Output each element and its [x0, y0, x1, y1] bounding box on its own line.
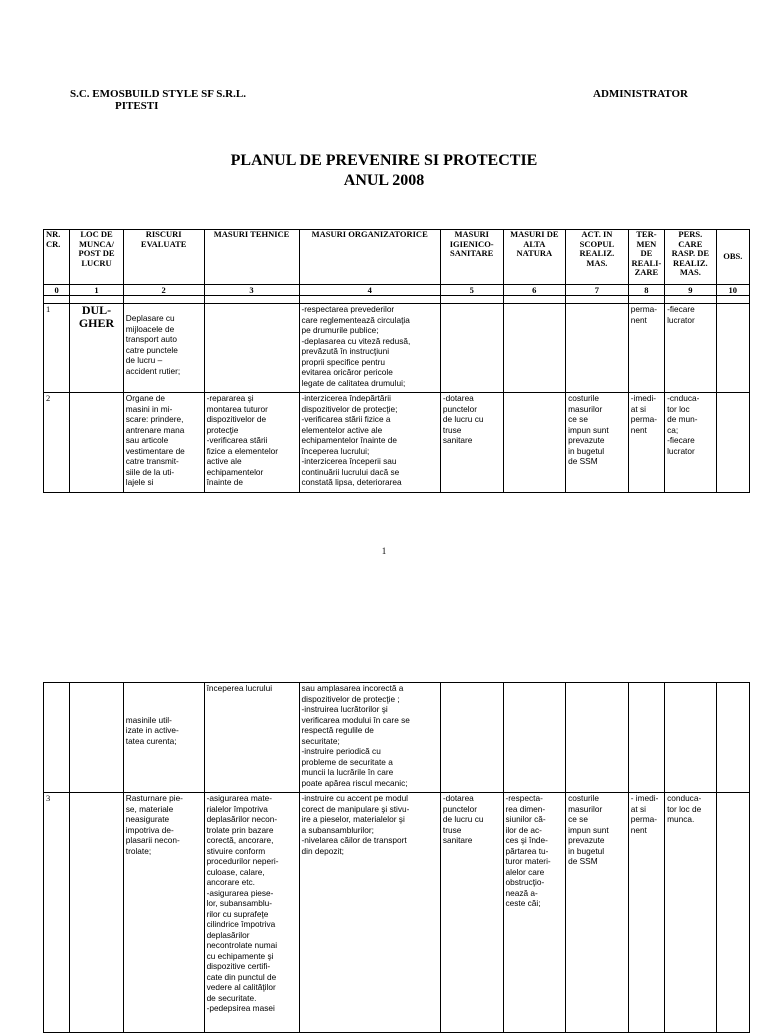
col-header-organizatorice: MASURI ORGANIZATORICE [299, 230, 440, 285]
table-row [44, 393, 750, 493]
document-title [0, 151, 768, 191]
row-termen: -imedi- at si perma- nent [628, 393, 664, 493]
spacer-row [44, 296, 750, 304]
row-alta: -respecta- rea dimen- siunilor că- ilor de ac- ces şi înde- părtarea tu- turor materi- alelor care obstrucţio- nează a- ceste căi; [503, 793, 566, 1033]
row-alta [503, 683, 566, 793]
row-pers: -cnduca- tor loc de mun- ca; -fiecare lucrator [665, 393, 717, 493]
row-obs [716, 793, 749, 1033]
col-number: 9 [665, 285, 717, 296]
row-organizatorice: -respectarea prevederilor care reglementează circulaţia pe drumurile publice; -deplasarea cu viteză redusă, prevăzută în instrucţiuni proprii specifice pentru evitarea oricăror pericole legate de calitatea drumului; [299, 304, 440, 393]
company-city: PITESTI [115, 100, 159, 112]
row-obs [716, 304, 749, 393]
row-pers [665, 683, 717, 793]
table-row [44, 304, 750, 393]
col-header-termen: TER- MEN DE REALI- ZARE [628, 230, 664, 285]
col-header-alta: MASURI DE ALTA NATURA [503, 230, 566, 285]
col-number: 7 [566, 285, 629, 296]
row-tehnice: începerea lucrului [204, 683, 299, 793]
col-number: 3 [204, 285, 299, 296]
document-page-2 [0, 600, 768, 1024]
col-number: 8 [628, 285, 664, 296]
col-header-nr: NR. CR. [44, 230, 70, 285]
row-termen [628, 683, 664, 793]
plan-table-page-2 [43, 682, 750, 1033]
company-name: S.C. EMOSBUILD STYLE SF S.R.L. [70, 88, 246, 100]
column-number-row [44, 285, 750, 296]
title-line-2: ANUL 2008 [343, 172, 425, 189]
table-row [44, 683, 750, 793]
row-act [566, 683, 629, 793]
row-act [566, 304, 629, 393]
row-pers: -fiecare lucrator [665, 304, 717, 393]
row-pers: conduca- tor loc de munca. [665, 793, 717, 1033]
row-act: costurile masurilor ce se impun sunt prevazute in bugetul de SSM [566, 393, 629, 493]
row-organizatorice: -interzicerea îndepărtării dispozitivelor de protecţie; -verificarea stării fizice a elementelor active ale echipamentelor înainte de începerea lucrului; -interzicerea începerii sau continuării lucrului dacă se constată lipsa, deteriorarea [299, 393, 440, 493]
col-header-pers: PERS. CARE RASP. DE REALIZ. MAS. [665, 230, 717, 285]
row-nr [44, 683, 70, 793]
table-row [44, 793, 750, 1033]
row-riscuri: Rasturnare pie- se, materiale neasigurate impotriva de- plasarii necon- trolate; [123, 793, 204, 1033]
company-header [70, 88, 246, 112]
row-riscuri: Organe de masini in mi- scare: prindere, antrenare mana sau articole vestimentare de catre transmit- siile de la uti- lajele si [123, 393, 204, 493]
row-igienico [440, 304, 503, 393]
row-termen: - imedi- at si perma- nent [628, 793, 664, 1033]
col-header-loc: LOC DE MUNCA/ POST DE LUCRU [70, 230, 124, 285]
row-nr: 3 [44, 793, 70, 1033]
row-igienico: -dotarea punctelor de lucru cu truse sanitare [440, 393, 503, 493]
row-loc: DUL- GHER [70, 304, 124, 393]
row-tehnice: -repararea şi montarea tuturor dispozitivelor de protecţie -verificarea stării fizice a elementelor active ale echipamentelor înainte de [204, 393, 299, 493]
row-loc [70, 793, 124, 1033]
row-obs [716, 393, 749, 493]
row-nr: 2 [44, 393, 70, 493]
col-number: 2 [123, 285, 204, 296]
col-number: 6 [503, 285, 566, 296]
row-riscuri: Deplasare cu mijloacele de transport auto catre punctele de lucru – accident rutier; [123, 304, 204, 393]
row-igienico: -dotarea punctelor de lucru cu truse sanitare [440, 793, 503, 1033]
row-tehnice [204, 304, 299, 393]
row-nr: 1 [44, 304, 70, 393]
col-number: 0 [44, 285, 70, 296]
title-line-1: PLANUL DE PREVENIRE SI PROTECTIE [230, 152, 538, 169]
row-alta [503, 304, 566, 393]
row-riscuri: masinile util- izate in active- tatea curenta; [123, 683, 204, 793]
col-number: 5 [440, 285, 503, 296]
col-header-act: ACT. IN SCOPUL REALIZ. MAS. [566, 230, 629, 285]
row-alta [503, 393, 566, 493]
row-loc [70, 393, 124, 493]
row-obs [716, 683, 749, 793]
col-number: 1 [70, 285, 124, 296]
row-act: costurile masurilor ce se impun sunt prevazute in bugetul de SSM [566, 793, 629, 1033]
row-organizatorice: sau amplasarea incorectă a dispozitivelor de protecţie ; -instruirea lucrătorilor şi verificarea modului în care se respectă regulile de securitate; -instruire periodică cu probleme de securitate a muncii la lucrările în care poate apărea riscul mecanic; [299, 683, 440, 793]
row-organizatorice: -instruire cu accent pe modul corect de manipulare şi stivu- ire a pieselor, materialelor şi a subansamblurilor; -nivelarea căilor de transport din depozit; [299, 793, 440, 1033]
row-termen: perma- nent [628, 304, 664, 393]
row-loc [70, 683, 124, 793]
row-igienico [440, 683, 503, 793]
col-header-igienico: MASURI IGIENICO-SANITARE [440, 230, 503, 285]
header-row [44, 230, 750, 285]
col-number: 4 [299, 285, 440, 296]
col-header-riscuri: RISCURI EVALUATE [123, 230, 204, 285]
col-header-obs: OBS. [716, 230, 749, 285]
page-number: 1 [381, 546, 387, 556]
col-header-tehnice: MASURI TEHNICE [204, 230, 299, 285]
administrator-label: ADMINISTRATOR [593, 88, 688, 100]
row-tehnice: -asigurarea mate- rialelor împotriva deplasărilor necon- trolate prin bazare corectă, ancorare, stivuire conform procedurilor neperi- culoase, calare, ancorare etc. -asigurarea piese- lor, subansamblu- rilor cu suprafeţe cilindrice împotriva deplasărilor necontrolate numai cu echipamente şi dispozitive certifi- cate din punctul de vedere al calităţilor de securitate. -pedepsirea masei [204, 793, 299, 1033]
plan-table-page-1 [43, 229, 750, 493]
col-number: 10 [716, 285, 749, 296]
